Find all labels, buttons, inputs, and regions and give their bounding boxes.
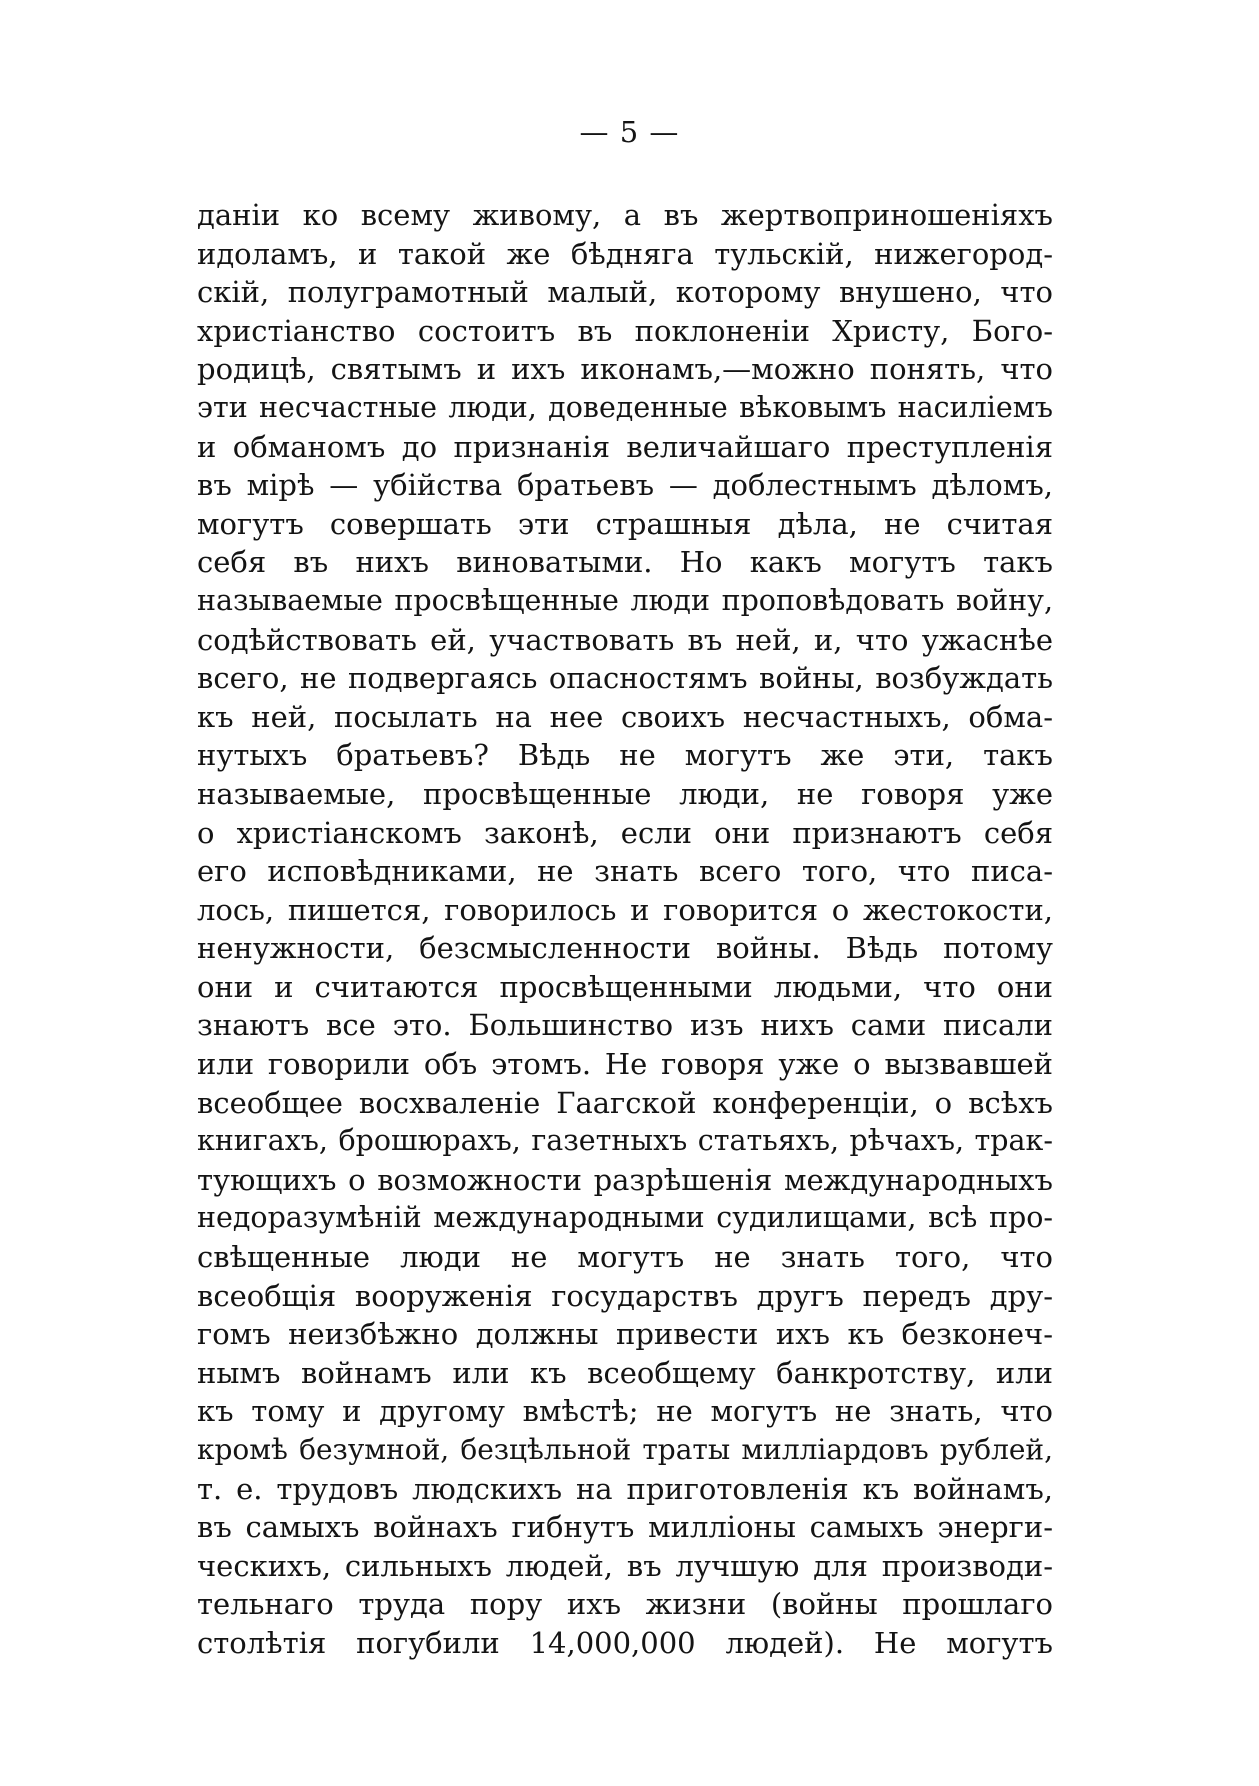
text-line: ненужности, безсмысленности войны. Вѣдь потому bbox=[197, 931, 1053, 966]
text-line: т. е. трудовъ людскихъ на приготовленія къ войнамъ, bbox=[197, 1471, 1053, 1506]
text-line: даніи ко всему живому, а въ жертвоприношеніяхъ bbox=[197, 198, 1053, 232]
body-text bbox=[197, 196, 1053, 1663]
text-line: нымъ войнамъ или къ всеобщему банкротству, или bbox=[197, 1355, 1053, 1390]
text-line: свѣщенные люди не могутъ не знать того, что bbox=[197, 1240, 1053, 1275]
text-line: скій, полуграмотный малый, которому внушено, что bbox=[197, 275, 1053, 310]
text-line: христіанство состоитъ въ поклоненіи Христу, Бого- bbox=[197, 313, 1053, 348]
text-line: идоламъ, и такой же бѣдняга тульскій, нижегород- bbox=[197, 236, 1053, 271]
text-line: они и считаются просвѣщенными людьми, что они bbox=[197, 969, 1053, 1004]
text-line: содѣйствовать ей, участвовать въ ней, и, что ужаснѣе bbox=[197, 622, 1053, 657]
text-line: тующихъ о возможности разрѣшенія международныхъ bbox=[197, 1162, 1053, 1197]
text-line: книгахъ, брошюрахъ, газетныхъ статьяхъ, рѣчахъ, трак- bbox=[197, 1124, 1053, 1158]
text-line: о христіанскомъ законѣ, если они признаютъ себя bbox=[197, 815, 1053, 850]
text-line: называемые, просвѣщенные люди, не говоря уже bbox=[197, 776, 1053, 811]
text-line: столѣтія погубили 14,000,000 людей). Не могутъ bbox=[197, 1625, 1053, 1660]
text-line: лось, пишется, говорилось и говорится о жестокости, bbox=[197, 892, 1053, 927]
text-line: въ мірѣ — убійства братьевъ — доблестнымъ дѣломъ, bbox=[197, 468, 1053, 503]
text-line: кромѣ безумной, безцѣльной траты милліардовъ рублей, bbox=[197, 1433, 1053, 1466]
text-line: тельнаго труда пору ихъ жизни (войны прошлаго bbox=[197, 1587, 1053, 1622]
text-line: гомъ неизбѣжно должны привести ихъ къ безконеч- bbox=[197, 1317, 1053, 1352]
page-number: — 5 — bbox=[579, 115, 680, 149]
text-line: всеобщія вооруженія государствъ другъ передъ дру- bbox=[197, 1278, 1053, 1313]
text-line: или говорили объ этомъ. Не говоря уже о вызвавшей bbox=[197, 1047, 1053, 1082]
text-line: называемые просвѣщенные люди проповѣдовать войну, bbox=[197, 583, 1053, 617]
text-line: родицѣ, святымъ и ихъ иконамъ,—можно понять, что bbox=[197, 352, 1053, 387]
text-line: въ самыхъ войнахъ гибнутъ милліоны самыхъ энерги- bbox=[197, 1510, 1053, 1545]
text-line: всего, не подвергаясь опасностямъ войны, возбуждать bbox=[197, 661, 1053, 696]
text-line: нутыхъ братьевъ? Вѣдь не могутъ же эти, такъ bbox=[197, 738, 1053, 773]
text-line: себя въ нихъ виноватыми. Но какъ могутъ такъ bbox=[197, 545, 1053, 580]
text-line: недоразумѣній международными судилищами, всѣ про- bbox=[197, 1201, 1053, 1235]
text-line: эти несчастные люди, доведенные вѣковымъ насиліемъ bbox=[197, 390, 1053, 424]
text-line: и обманомъ до признанія величайшаго преступленія bbox=[197, 429, 1053, 464]
text-line: къ ней, посылать на нее своихъ несчастныхъ, обма- bbox=[197, 699, 1053, 734]
text-line: его исповѣдниками, не знать всего того, что писа- bbox=[197, 854, 1053, 889]
text-line: всеобщее восхваленіе Гаагской конференціи, о всѣхъ bbox=[197, 1085, 1053, 1120]
text-line: знаютъ все это. Большинство изъ нихъ сами писали bbox=[197, 1008, 1053, 1043]
text-line: могутъ совершать эти страшныя дѣла, не считая bbox=[197, 506, 1053, 541]
text-line: къ тому и другому вмѣстѣ; не могутъ не знать, что bbox=[197, 1394, 1053, 1429]
text-line: ческихъ, сильныхъ людей, въ лучшую для производи- bbox=[197, 1548, 1053, 1583]
